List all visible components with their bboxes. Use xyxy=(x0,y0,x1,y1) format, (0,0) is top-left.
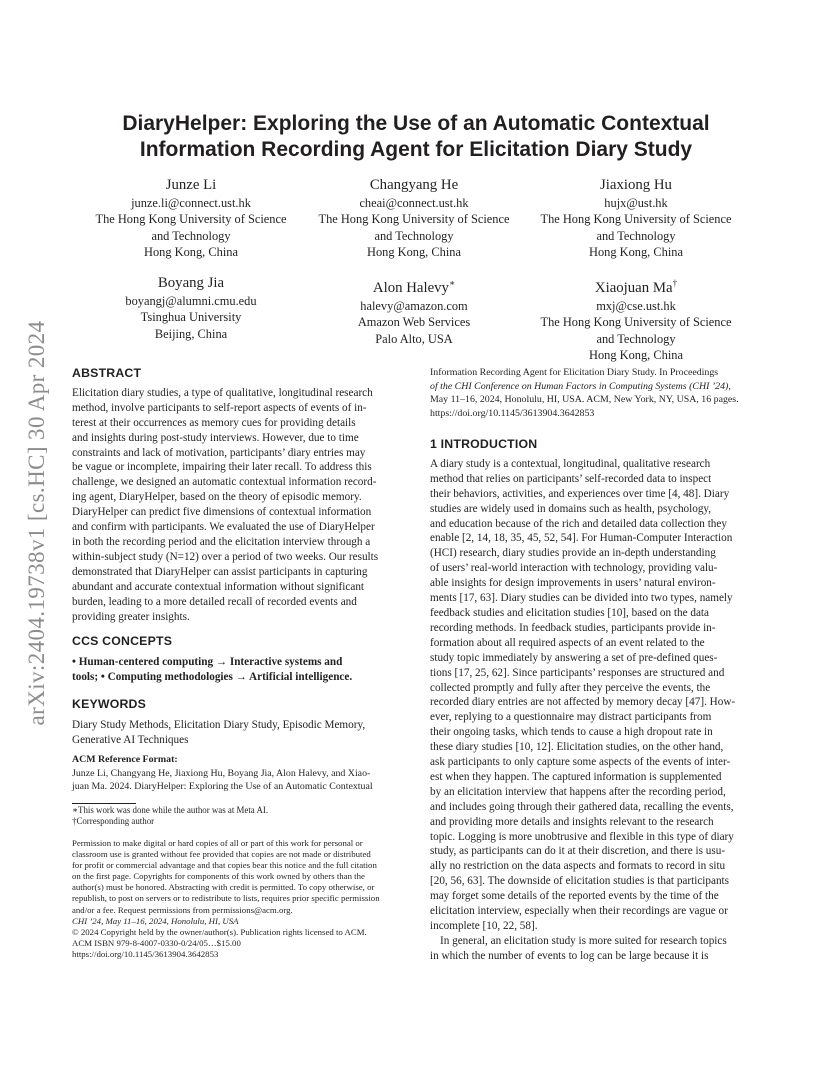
ccs-section xyxy=(72,634,398,685)
abstract-section xyxy=(72,366,398,624)
author-affiliation: Amazon Web Services xyxy=(357,315,471,330)
doi-link[interactable]: https://doi.org/10.1145/3613904.3642853 xyxy=(72,948,219,959)
footnote: ∗This work was done while the author was at Meta AI. xyxy=(72,805,269,815)
abstract-heading: ABSTRACT xyxy=(72,366,142,380)
author-footnote-mark: † xyxy=(672,278,678,288)
author-affiliation: The Hong Kong University of Science xyxy=(318,212,510,227)
ccs-heading: CCS CONCEPTS xyxy=(72,634,173,648)
author-name: Xiaojuan Ma† xyxy=(594,278,678,296)
author-location: Hong Kong, China xyxy=(144,244,238,259)
author-name: Junze Li xyxy=(165,177,217,193)
author-affiliation: The Hong Kong University of Science xyxy=(540,212,732,227)
author-location: Palo Alto, USA xyxy=(375,331,453,346)
arxiv-stamp-text: arXiv:2404.19738v1 [cs.HC] 30 Apr 2024 xyxy=(24,320,49,725)
author-affiliation: and Technology xyxy=(596,331,676,346)
author-location: Hong Kong, China xyxy=(589,244,683,259)
footnote-rule xyxy=(72,803,136,804)
author-block xyxy=(294,274,534,347)
author-name: Changyang He xyxy=(369,177,459,193)
author-block xyxy=(71,176,311,260)
author-email[interactable]: hujx@ust.hk xyxy=(604,196,668,210)
abstract-body: Elicitation diary studies, a type of qualitative, longitudinal research method, involve participants to self-report aspects of events of in- terest at their occurrences as memory cues for providing details and insights during post-study interviews. However, due to time constraints and lack of motivation, participants’ diary entries may be vague or incomplete, impairing their later recall. To address this challenge, we designed an automatic contextual information record- ing agent, DiaryHelper, based on the theory of episodic memory. DiaryHelper can predict five dimensions of contextual information and confirm with participants. We evaluated the use of DiaryHelper in both the recording period and the elicitation interview through a within-subject study (N=12) over a period of two weeks. Our results demonstrated that DiaryHelper can assist participants in capturing abundant and accurate contextual information without significant burden, leading to a more detailed recall of recorded events and providing greater insights. xyxy=(72,386,379,623)
acm-reference-line: juan Ma. 2024. DiaryHelper: Exploring the Use of an Automatic Contextual xyxy=(72,781,373,793)
introduction-paragraph: In general, an elicitation study is more suited for research topics in which the number of events to log can be large because it is xyxy=(430,934,727,962)
author-location: Hong Kong, China xyxy=(589,347,683,362)
ccs-line: tools; • Computing methodologies → Artificial intelligence. xyxy=(72,670,353,683)
introduction-paragraph: A diary study is a contextual, longitudinal, qualitative research method that relies on participants’ self-recorded data to inspect their behaviors, activities, and experiences over time [4, 48]. Diary studies are widely used in domains such as health, psychology, and education because of the rich and detailed data collection they enable [2, 14, 18, 35, 45, 52, 54]. For Human-Computer Interaction (HCI) research, diary studies provide an in-depth understanding of users’ real-world interaction with technology, providing valu- able insights for design improvements in users’ natural environ- ments [17, 63]. Diary studies can be divided into two types, namely feedback studies and elicitation studies [10], based on the data recording methods. In feedback studies, participants provide in- formation about all required aspects of an event related to the study topic immediately by answering a set of pre-defined ques- tions [17, 25, 62]. Since participants’ responses are structured and collected promptly and fully after they perceive the events, the recorded diary entries are not affected by memory decay [47]. How- ever, replying to a questionnaire may distract participants from their ongoing tasks, which tends to cause a high dropout rate in these diary studies [10, 12]. Elicitation studies, on the other hand, ask participants to only capture some aspects of the events of inter- est when they happen. The captured information is supplemented by an elicitation interview that happens after the recording period, and includes going through their gathered data, recalling the events, and providing more details and insights relevant to the research topic. Logging is more unobtrusive and flexible in this type of diary study, as participants can do it at their discretion, and there is usu- ally no restriction on the data aspects and formats to record in situ [20, 56, 63]. The downside of elicitation studies is that participants may forget some details of the reported events by the time of the elicitation interview, especially when their recordings are vague or incomplete [10, 22, 58]. xyxy=(430,457,736,932)
conference-info: CHI ’24, May 11–16, 2024, Honolulu, HI, USA xyxy=(72,915,239,926)
author-email[interactable]: junze.li@connect.ust.hk xyxy=(131,196,251,210)
author-name: Alon Halevy∗ xyxy=(372,278,456,296)
title-line: Information Recording Agent for Elicitation Diary Study xyxy=(139,138,693,161)
introduction-heading: 1 INTRODUCTION xyxy=(430,437,538,451)
isbn-line: ACM ISBN 979-8-4007-0330-0/24/05…$15.00 xyxy=(72,937,241,948)
author-email[interactable]: cheai@connect.ust.hk xyxy=(359,196,469,210)
keywords-section xyxy=(72,697,398,748)
footnotes xyxy=(72,805,398,827)
author-location: Beijing, China xyxy=(154,326,228,341)
keywords-heading: KEYWORDS xyxy=(72,697,147,711)
acm-reference-continued: Information Recording Agent for Elicitation Diary Study. In Proceedings of the CHI Conference on Human Factors in Computing Systems (CHI ’24), May 11–16, 2024, Honolulu, HI, USA. ACM, New York, NY, USA, 16 pages. https://doi.org/10.1145/3613904.3642853 xyxy=(430,366,757,420)
title-line: DiaryHelper: Exploring the Use of an Automatic Contextual xyxy=(122,112,710,135)
author-footnote-mark: ∗ xyxy=(448,278,456,288)
author-affiliation: and Technology xyxy=(151,228,231,243)
introduction-section xyxy=(430,437,757,964)
acm-reference-heading: ACM Reference Format: xyxy=(72,754,178,765)
author-block xyxy=(516,274,756,363)
author-affiliation: Tsinghua University xyxy=(140,310,242,325)
author-email[interactable]: boyangj@alumni.cmu.edu xyxy=(125,294,257,308)
acm-reference-line: Junze Li, Changyang He, Jiaxiong Hu, Boyang Jia, Alon Halevy, and Xiao- xyxy=(72,767,371,779)
author-affiliation: The Hong Kong University of Science xyxy=(95,212,287,227)
acm-reference xyxy=(72,753,398,794)
author-affiliation: and Technology xyxy=(596,228,676,243)
author-name: Boyang Jia xyxy=(157,275,225,291)
reference-doi-link[interactable]: https://doi.org/10.1145/3613904.3642853 xyxy=(430,407,595,419)
author-affiliation: The Hong Kong University of Science xyxy=(540,315,732,330)
permission-notice: Permission to make digital or hard copies of all or part of this work for personal or classroom use is granted without fee provided that copies are not made or distributed for profit or commercial advantage and that copies bear this notice and the full citation on the first page. Copyrights for components of this work owned by others than the author(s) must be honored. Abstracting with credit is permitted. To copy otherwise, or republish, to post on servers or to redistribute to lists, requires prior specific permission and/or a fee. Request permissions from permissions@acm.org. CHI ’24, May 11–16, 2024, Honolulu, HI, USA © 2024 Copyright held by the owner/author(s). Publication rights licensed to ACM. ACM ISBN 979-8-4007-0330-0/24/05…$15.00 https://doi.org/10.1145/3613904.3642853 xyxy=(72,838,398,960)
author-affiliation: and Technology xyxy=(374,228,454,243)
author-name: Jiaxiong Hu xyxy=(600,177,672,193)
copyright-line: © 2024 Copyright held by the owner/author(s). Publication rights licensed to ACM. xyxy=(72,926,367,937)
footnote: †Corresponding author xyxy=(72,816,155,827)
author-block xyxy=(71,274,311,342)
keywords-line: Generative AI Techniques xyxy=(72,733,189,746)
author-block xyxy=(294,176,534,260)
arxiv-stamp xyxy=(22,285,52,760)
author-location: Hong Kong, China xyxy=(367,244,461,259)
keywords-line: Diary Study Methods, Elicitation Diary Study, Episodic Memory, xyxy=(72,718,366,731)
ccs-line: • Human-centered computing → Interactive systems and xyxy=(72,655,343,668)
author-email[interactable]: mxj@cse.ust.hk xyxy=(596,298,676,313)
author-block xyxy=(516,176,756,260)
paper-title xyxy=(72,111,760,163)
author-email[interactable]: halevy@amazon.com xyxy=(360,298,468,313)
